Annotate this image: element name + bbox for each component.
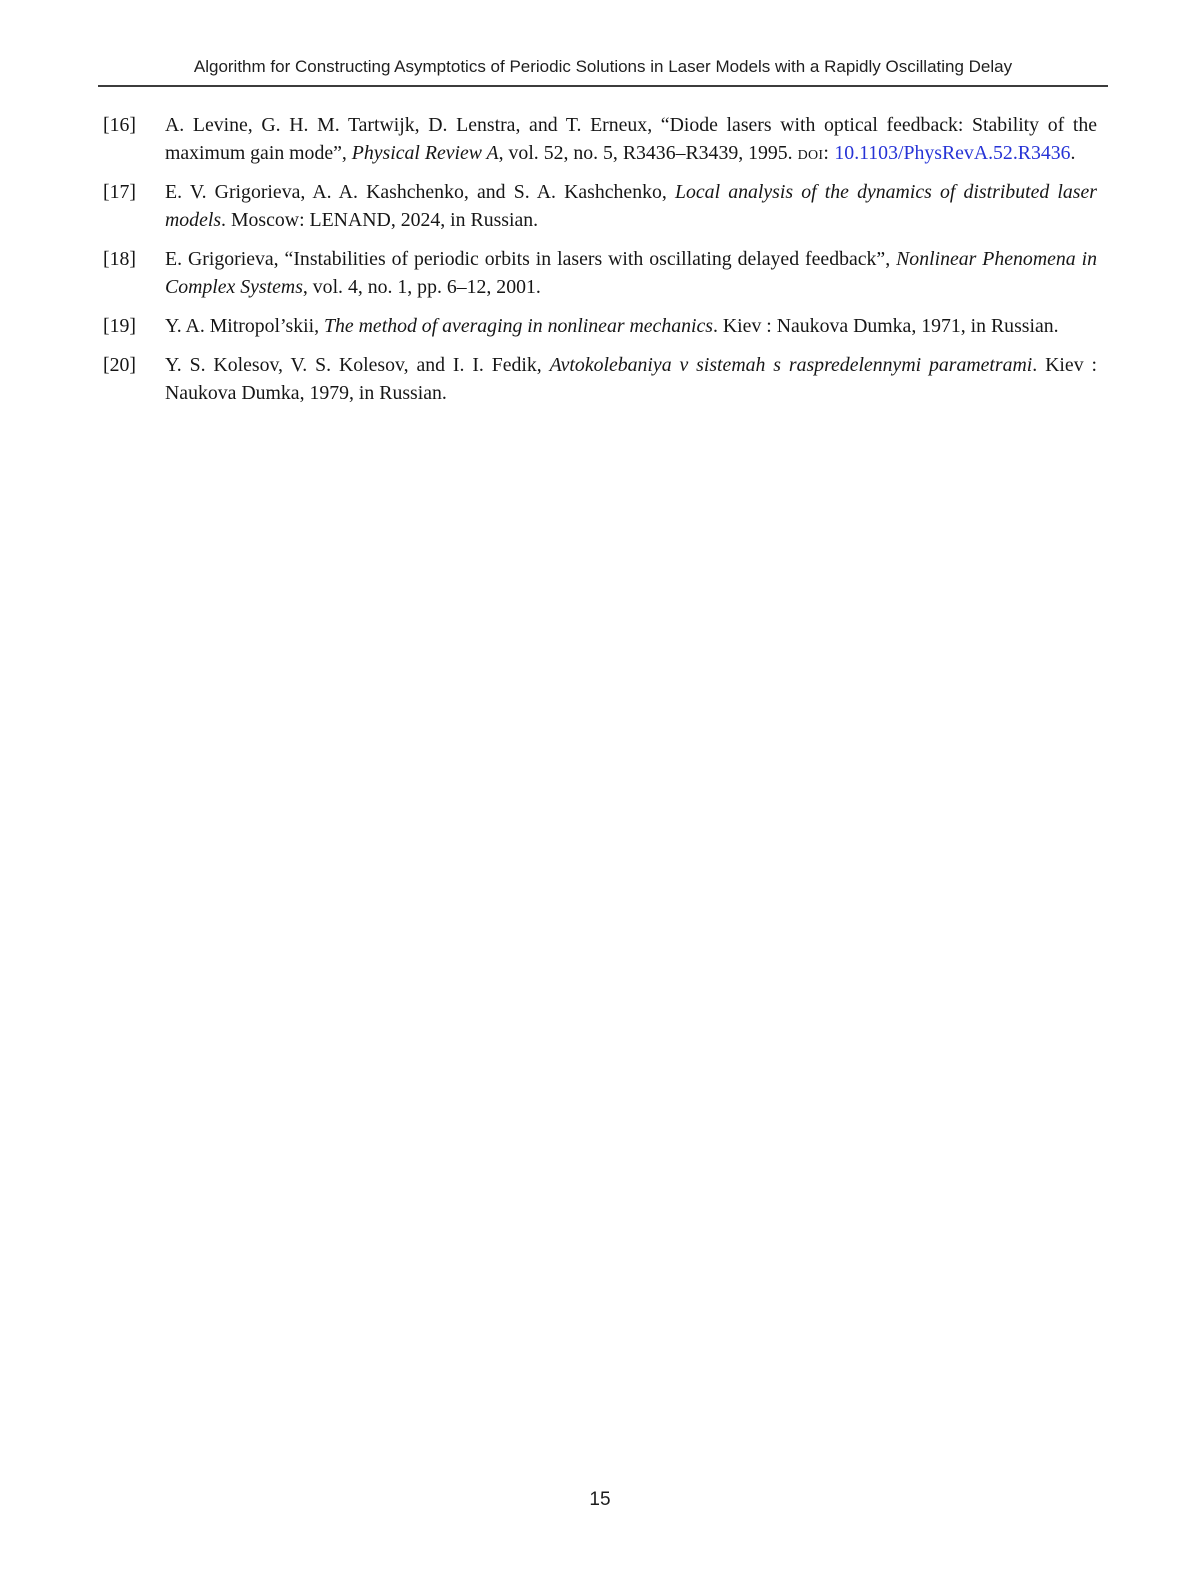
reference-segment: doi:: [797, 142, 835, 164]
reference-label: [17]: [103, 181, 136, 203]
reference-item: [103, 312, 1097, 340]
reference-text: [165, 312, 1097, 340]
running-header: [98, 0, 1108, 87]
reference-segment: E. Grigorieva, “Instabilities of periodic orbits in lasers with oscillating delayed feedback”,: [165, 248, 897, 270]
reference-item: [103, 351, 1097, 407]
page-number: 15: [589, 1489, 611, 1510]
reference-segment: , vol. 52, no. 5, R3436–R3439, 1995.: [498, 142, 798, 164]
reference-item: [103, 178, 1097, 234]
reference-text: [165, 245, 1097, 301]
reference-segment: Y. S. Kolesov, V. S. Kolesov, and I. I. Fedik,: [165, 354, 550, 376]
reference-segment: Avtokolebaniya v sistemah s raspredelennymi parametrami: [549, 354, 1033, 376]
reference-label: [19]: [103, 315, 136, 337]
reference-segment: E. V. Grigorieva, A. A. Kashchenko, and S. A. Kashchenko,: [165, 181, 675, 203]
reference-segment: , vol. 4, no. 1, pp. 6–12, 2001.: [302, 276, 541, 298]
reference-label: [20]: [103, 354, 136, 376]
reference-text: [165, 111, 1097, 167]
reference-segment: Nonlinear Phenomena in Complex Systems: [165, 248, 1098, 298]
reference-segment: . Kiev : Naukova Dumka, 1971, in Russian.: [713, 315, 1059, 337]
doi-link[interactable]: 10.1103/: [834, 142, 904, 164]
reference-segment: . Moscow: LENAND, 2024, in Russian.: [221, 209, 539, 231]
reference-text: [165, 178, 1097, 234]
reference-segment: The method of averaging in nonlinear mechanics: [324, 315, 713, 337]
reference-segment: .: [1070, 142, 1076, 164]
reference-list: [103, 111, 1097, 418]
reference-label: [18]: [103, 248, 136, 270]
reference-segment: . Kiev : Naukova Dumka, 1979, in Russian.: [165, 354, 1097, 404]
reference-label: [16]: [103, 114, 136, 136]
reference-segment: Y. A. Mitropol’skii,: [165, 315, 325, 337]
reference-item: [103, 111, 1097, 167]
reference-segment: A. Levine, G. H. M. Tartwijk, D. Lenstra, and T. Erneux, “Diode lasers with optical feedback: Stability of the maximum gain mode”,: [165, 114, 1097, 164]
reference-text: [165, 351, 1097, 407]
reference-segment: Local analysis of the dynamics of distributed laser models: [165, 181, 1097, 231]
reference-segment: Physical Review A: [351, 142, 499, 164]
reference-item: [103, 245, 1097, 301]
running-title: Algorithm for Constructing Asymptotics of Periodic Solutions in Laser Models with a Rapidly Oscillating Delay: [193, 57, 1013, 76]
doi-link[interactable]: PhysRevA.52.R3436: [903, 142, 1071, 164]
